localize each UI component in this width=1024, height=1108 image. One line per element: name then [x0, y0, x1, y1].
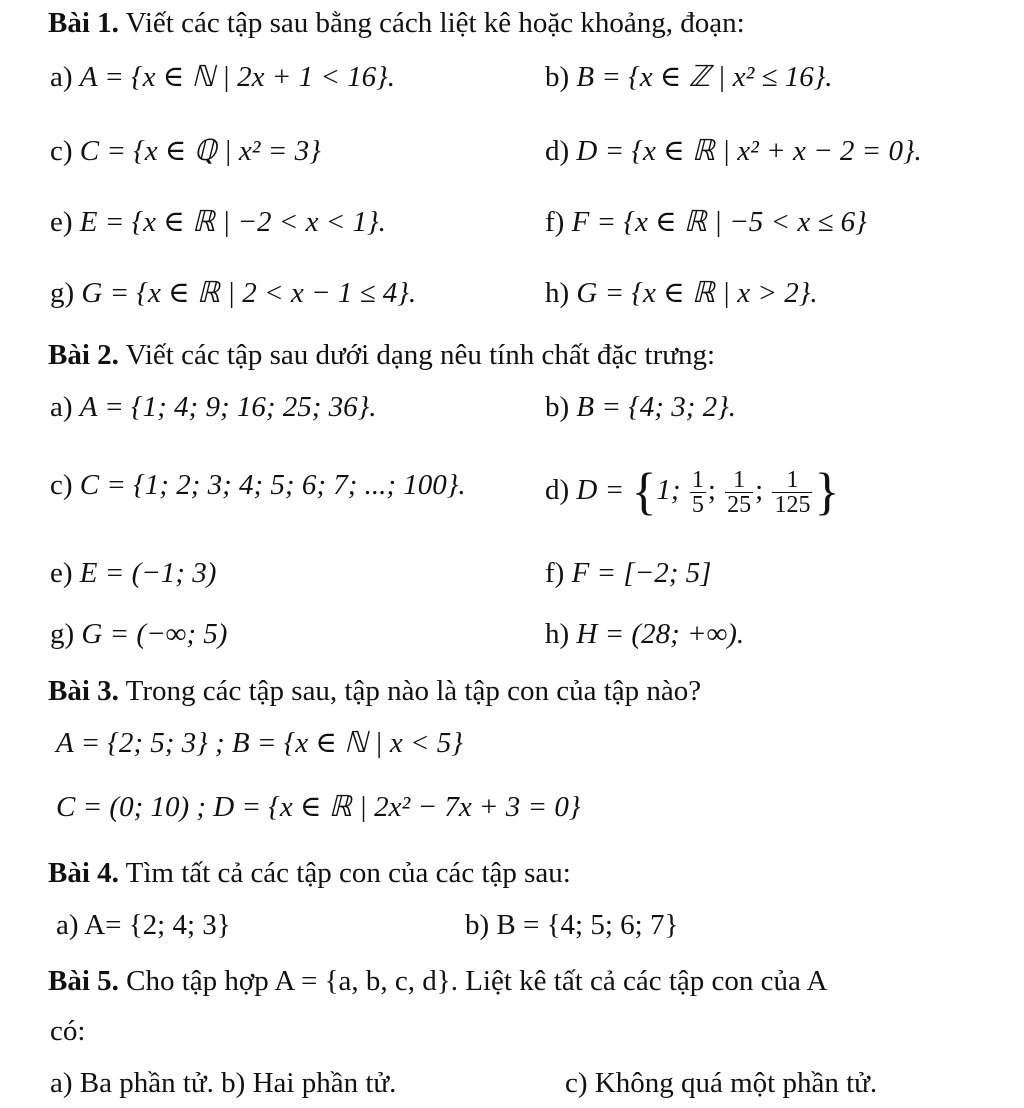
item-label: f) — [545, 557, 565, 589]
math-expression: B = {4; 5; 6; 7} — [496, 909, 679, 941]
bai5-items-ab — [50, 1066, 396, 1100]
bai2-item-e — [50, 556, 216, 590]
fraction-numerator: 1 — [772, 468, 812, 493]
bai1-item-g — [50, 276, 416, 310]
item-label: a) — [56, 909, 79, 941]
item-label: b) — [465, 909, 490, 941]
bai1-item-e — [50, 205, 386, 239]
bai1-text: Viết các tập sau bằng cách liệt kê hoặc khoảng, đoạn: — [118, 7, 745, 39]
item-label: d) — [545, 135, 570, 167]
item-label: c) — [565, 1067, 588, 1099]
item-label: f) — [545, 206, 565, 238]
right-brace: } — [814, 463, 840, 521]
math-expression: C = (0; 10) ; D = {x ∈ ℝ | 2x² − 7x + 3 = 0} — [56, 791, 581, 823]
item-label: e) — [50, 557, 73, 589]
fraction-denominator: 125 — [774, 492, 811, 518]
bai3-title: Bài 3. — [48, 675, 119, 707]
bai1-heading — [48, 6, 745, 40]
fraction-numerator: 1 — [725, 468, 753, 493]
bai1-item-f — [545, 205, 867, 239]
bai2-text: Viết các tập sau dưới dạng nêu tính chất đặc trưng: — [118, 339, 716, 371]
math-expression: B = {4; 3; 2}. — [576, 391, 736, 423]
bai5-continuation — [50, 1014, 85, 1048]
bai4-item-b — [465, 908, 678, 942]
bai5-heading — [48, 964, 828, 998]
bai1-item-a — [50, 60, 395, 94]
item-label: a) — [50, 61, 73, 93]
fraction-denominator: 25 — [727, 492, 752, 518]
math-expression: A= {2; 4; 3} — [84, 909, 231, 941]
bai3-line-1 — [56, 726, 463, 760]
item-label: b) — [221, 1067, 246, 1099]
math-expression: G = {x ∈ ℝ | 2 < x − 1 ≤ 4}. — [81, 277, 417, 309]
bai5-text: Cho tập hợp A = {a, b, c, d}. Liệt kê tất cả các tập con của A — [118, 965, 828, 997]
bai4-item-a — [56, 908, 231, 942]
bai2-item-a — [50, 390, 377, 424]
math-expression: B = {x ∈ ℤ | x² ≤ 16}. — [576, 61, 833, 93]
bai1-item-h — [545, 276, 818, 310]
item-label: h) — [545, 618, 570, 650]
math-expression: D = {x ∈ ℝ | x² + x − 2 = 0}. — [576, 135, 922, 167]
bai2-item-h — [545, 617, 744, 651]
bai5-title: Bài 5. — [48, 965, 119, 997]
bai3-line-2 — [56, 790, 580, 824]
bai2-item-g — [50, 617, 227, 651]
bai4-heading — [48, 856, 571, 890]
item-text: Hai phần tử. — [252, 1067, 397, 1099]
math-expression: D = — [576, 474, 625, 507]
math-expression: G = {x ∈ ℝ | x > 2}. — [576, 277, 818, 309]
item-label: a) — [50, 1067, 73, 1099]
fraction — [772, 468, 812, 517]
bai2-heading — [48, 338, 715, 372]
item-label: c) — [50, 469, 73, 501]
fraction — [725, 468, 753, 517]
bai1-title: Bài 1. — [48, 7, 119, 39]
bai2-item-c — [50, 468, 466, 502]
item-label: h) — [545, 277, 570, 309]
fraction-denominator: 5 — [691, 492, 704, 518]
math-expression: G = (−∞; 5) — [81, 618, 228, 650]
math-expression: C = {1; 2; 3; 4; 5; 6; 7; ...; 100}. — [79, 469, 466, 501]
bai4-text: Tìm tất cả các tập con của các tập sau: — [118, 857, 571, 889]
item-label: c) — [50, 135, 73, 167]
fraction-numerator: 1 — [691, 467, 704, 493]
math-expression: A = {2; 5; 3} ; B = {x ∈ ℕ | x < 5} — [56, 727, 463, 759]
bai1-item-d — [545, 134, 922, 168]
bai2-title: Bài 2. — [48, 339, 119, 371]
bai1-item-c — [50, 134, 321, 168]
bai2-item-f — [545, 556, 711, 590]
item-text: Không quá một phần tử. — [594, 1067, 878, 1099]
item-label: b) — [545, 391, 570, 423]
bai1-item-b — [545, 60, 833, 94]
math-expression: C = {x ∈ ℚ | x² = 3} — [79, 135, 321, 167]
bai3-text: Trong các tập sau, tập nào là tập con của tập nào? — [118, 675, 702, 707]
item-label: a) — [50, 391, 73, 423]
bai5-item-c — [565, 1066, 877, 1100]
item-label: g) — [50, 618, 75, 650]
math-expression: E = {x ∈ ℝ | −2 < x < 1}. — [79, 206, 386, 238]
math-expression: F = [−2; 5] — [571, 557, 712, 589]
math-expression: 1; — [656, 474, 681, 507]
item-label: b) — [545, 61, 570, 93]
item-label: g) — [50, 277, 75, 309]
bai3-heading — [48, 674, 701, 708]
math-expression: F = {x ∈ ℝ | −5 < x ≤ 6} — [571, 206, 867, 238]
math-expression: E = (−1; 3) — [79, 557, 217, 589]
bai2-item-b — [545, 390, 736, 424]
fraction — [690, 468, 706, 517]
item-label: d) — [545, 474, 570, 507]
bai2-item-d: d) D = {1; $\frac{1}{5}$ ; $\frac{1}{25}$ ; $\frac{1}{125}$ } — [545, 463, 840, 521]
left-brace: { — [631, 463, 657, 521]
item-text: Ba phần tử. — [79, 1067, 214, 1099]
item-label: e) — [50, 206, 73, 238]
bai5-cont-text: có: — [50, 1015, 86, 1047]
math-expression: H = (28; +∞). — [576, 618, 745, 650]
bai4-title: Bài 4. — [48, 857, 119, 889]
math-expression: A = {x ∈ ℕ | 2x + 1 < 16}. — [79, 61, 396, 93]
math-expression: A = {1; 4; 9; 16; 25; 36}. — [79, 391, 377, 423]
